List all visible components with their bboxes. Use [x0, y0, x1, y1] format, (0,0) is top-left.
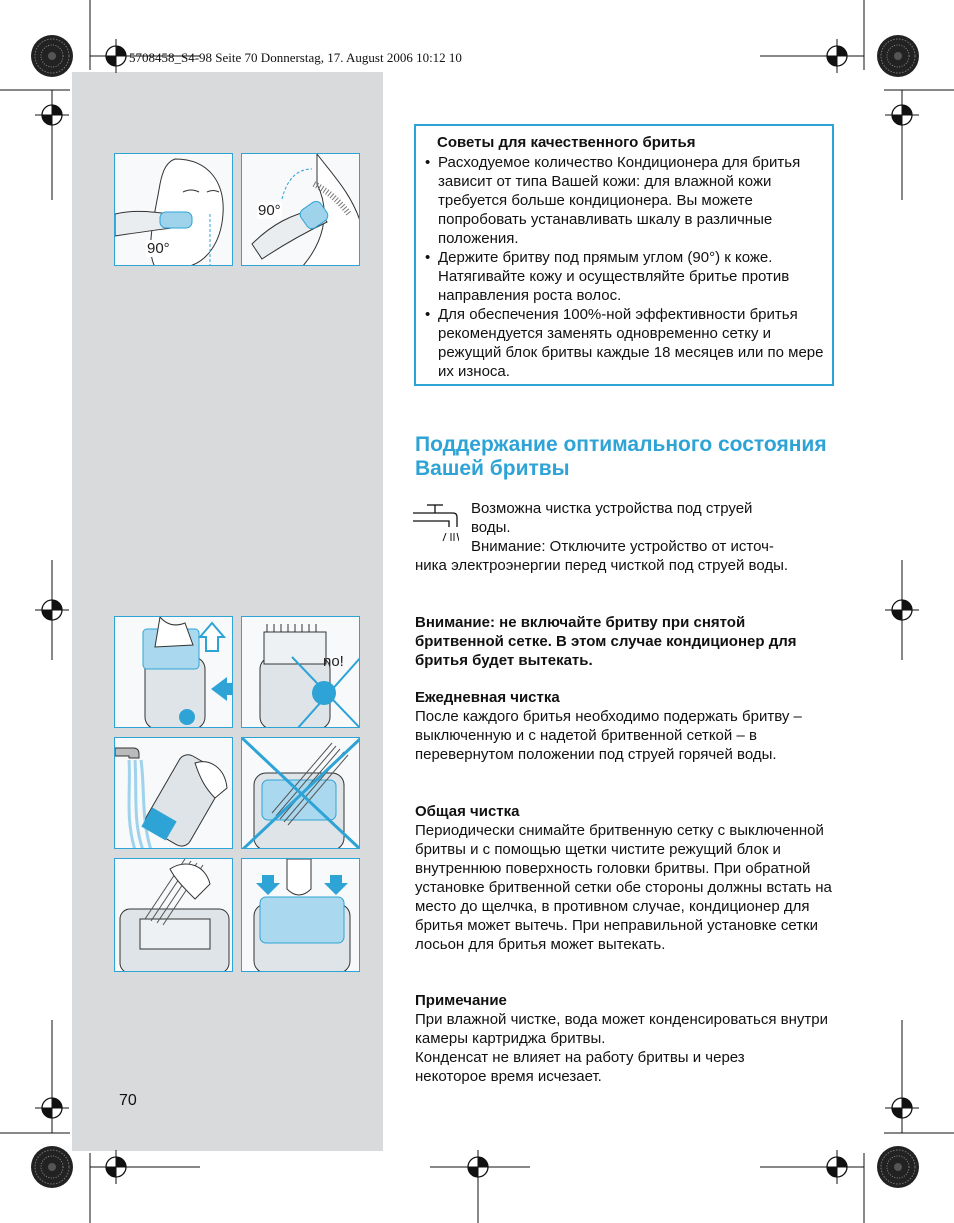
figure-reinsert-foil	[241, 858, 360, 972]
figure-no-operate-without-foil	[241, 616, 360, 728]
water-tap-icon	[413, 503, 459, 543]
note-text-2: Конденсат не влияет на работу бритвы и через некоторое время исчезает.	[415, 1049, 745, 1085]
water-note-rest: ника электроэнергии перед чисткой под струей воды.	[415, 557, 789, 574]
figure-remove-foil	[114, 616, 233, 728]
section-title: Поддержание оптимального состояния Вашей бритвы	[415, 433, 827, 480]
tips-box	[414, 124, 834, 386]
tips-title: Советы для качественного бритья	[437, 134, 696, 151]
list-item: • Держите бритву под прямым углом (90°) к коже. Натягивайте кожу и осуществляйте бритье против направления роста волос.	[422, 248, 832, 305]
water-note-line1: Возможна чистка устройства под струей	[471, 500, 753, 517]
figure-no-brush-foil	[241, 737, 360, 849]
angle-label: 90°	[147, 240, 170, 257]
general-cleaning-text: Периодически снимайте бритвенную сетку с выключенной бритвы и с помощью щетки чистите режущий блок и внутреннюю поверхность головки бритвы. При обратной установке бритвенной сетки обе стороны должны встать на место до щелчка, в противном случае, кондиционер для бритья может вытечь. При неправильной установке сетки лосьон для бритья может вытекать.	[415, 822, 832, 953]
figure-brush-cutter	[114, 858, 233, 972]
warning-text: Внимание: не включайте бритву при снятой бритвенной сетке. В этом случае кондиционер для бритья будет вытекать.	[415, 614, 797, 669]
daily-cleaning-text: После каждого бритья необходимо подержать бритву – выключенную и с надетой бритвенной сеткой – в перевернутом положении под струей горячей воды.	[415, 708, 802, 763]
note-title: Примечание	[415, 992, 507, 1009]
note-text-1: При влажной чистке, вода может конденсироваться внутри камеры картриджа бритвы.	[415, 1011, 828, 1047]
list-item: • Расходуемое количество Кондиционера для бритья зависит от типа Вашей кожи: для влажной кожи требуется больше кондиционера. Вы можете попробовать устанавливать шкалу в различные положения.	[422, 153, 832, 248]
water-note-line3: Внимание: Отключите устройство от источ-	[471, 538, 774, 555]
figure-shaving-angle-neck	[241, 153, 360, 266]
angle-label: 90°	[258, 202, 281, 219]
water-note-line2: воды.	[471, 519, 511, 536]
no-label: no!	[323, 653, 344, 670]
daily-cleaning-title: Ежедневная чистка	[415, 689, 560, 706]
general-cleaning-title: Общая чистка	[415, 803, 520, 820]
list-item: • Для обеспечения 100%-ной эффективности бритья рекомендуется заменять одновременно сетку и режущий блок бритвы каждые 18 месяцев или по мере их износа.	[422, 305, 832, 381]
figure-shaving-angle-front	[114, 153, 233, 266]
print-line: 5708458_S4-98 Seite 70 Donnerstag, 17. August 2006 10:12 10	[129, 50, 462, 65]
page-number: 70	[119, 1092, 137, 1109]
tips-list	[422, 153, 832, 381]
figure-rinse-under-water	[114, 737, 233, 849]
